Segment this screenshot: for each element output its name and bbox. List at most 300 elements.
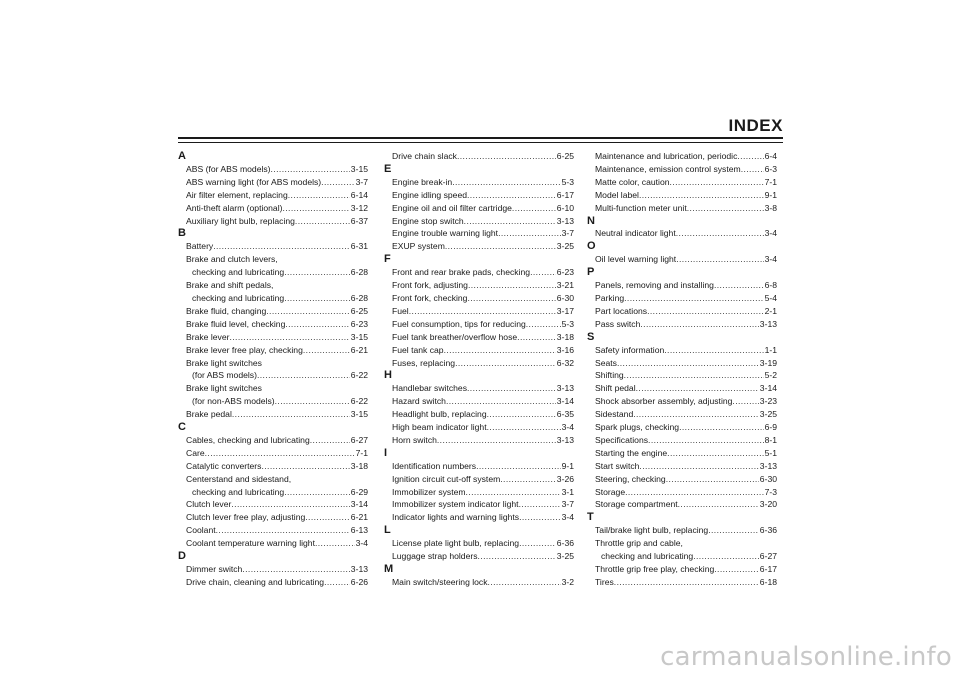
index-entry-text: Front fork, adjusting: [392, 280, 468, 291]
index-entry: [587, 176, 777, 189]
index-entry: [178, 498, 368, 511]
index-letter: B: [178, 227, 186, 240]
index-letter: P: [587, 266, 595, 279]
index-entry-page: 6-36: [556, 538, 574, 549]
index-entry: [587, 421, 777, 434]
index-entry-heading: Brake light switches: [186, 357, 262, 368]
index-entry-page: 7-1: [355, 447, 368, 458]
dot-leader: [488, 576, 561, 589]
dot-leader: [445, 240, 556, 253]
index-entry-text: Spark plugs, checking: [595, 422, 680, 433]
dot-leader: [284, 266, 350, 279]
index-entry-text: Engine break-in: [392, 176, 453, 187]
index-entry-text: checking and lubricating: [192, 486, 285, 497]
index-entry-text: checking and lubricating: [192, 267, 285, 278]
index-entry-text: Tail/brake light bulb, replacing: [595, 525, 709, 536]
index-entry-page: 9-1: [561, 460, 574, 471]
index-entry-page: 3-13: [350, 564, 368, 574]
index-entry-text: Drive chain, cleaning and lubricating: [186, 576, 325, 587]
index-entry-page: 3-12: [350, 202, 368, 213]
dot-leader: [624, 369, 764, 382]
index-entry: [384, 357, 574, 370]
index-entry: [178, 215, 368, 228]
index-letter: H: [384, 369, 392, 382]
index-entry-text: Horn switch: [392, 434, 437, 445]
dot-leader: [282, 202, 349, 215]
dot-leader: [714, 563, 759, 576]
index-entry-page: 9-1: [764, 189, 777, 200]
index-entry-page: 3-13: [759, 460, 777, 471]
index-entry: [178, 511, 368, 524]
dot-leader: [232, 408, 350, 421]
index-entry-page: 6-17: [556, 189, 574, 200]
index-entry-text: Main switch/steering lock: [392, 576, 488, 587]
dot-leader: [678, 498, 759, 511]
dot-leader: [500, 473, 556, 486]
dot-leader: [519, 537, 556, 550]
dot-leader: [444, 344, 556, 357]
index-entry: [384, 240, 574, 253]
index-entry-page: 6-27: [350, 434, 368, 445]
index-entry: [178, 537, 368, 550]
index-entry: [587, 253, 777, 266]
index-entry-text: Steering, checking: [595, 473, 666, 484]
dot-leader: [275, 395, 350, 408]
index-entry: [587, 524, 777, 537]
index-column-1: [178, 150, 368, 589]
index-entry-page: 6-30: [759, 473, 777, 484]
index-entry-text: Engine oil and oil filter cartridge: [392, 202, 512, 213]
index-entry-page: 6-13: [350, 525, 368, 536]
index-entry: [587, 460, 777, 473]
index-entry-page: 6-28: [350, 292, 368, 303]
dot-leader: [457, 150, 556, 163]
index-letter: A: [178, 150, 186, 162]
index-entry-page: 6-9: [764, 422, 777, 433]
index-entry-page: 6-23: [350, 318, 368, 329]
index-entry: [178, 305, 368, 318]
index-entry: [384, 511, 574, 524]
index-entry-heading: Brake light switches: [186, 383, 262, 394]
index-entry-page: 5-3: [561, 318, 574, 329]
index-entry-page: 3-15: [350, 331, 368, 342]
index-entry: [587, 498, 777, 511]
index-entry: [178, 447, 368, 460]
index-entry: [384, 576, 574, 589]
index-entry-page: 3-4: [561, 422, 574, 433]
dot-leader: [288, 189, 350, 202]
index-entry-page: 3-18: [556, 331, 574, 342]
index-entry: [178, 460, 368, 473]
dot-leader: [664, 344, 763, 357]
index-letter: L: [384, 524, 391, 537]
dot-leader: [640, 318, 758, 331]
dot-leader: [708, 524, 759, 537]
index-letter: D: [178, 550, 186, 563]
page-title: INDEX: [728, 116, 783, 135]
index-entry-text: Brake fluid, changing: [186, 305, 267, 316]
index-entry: [384, 215, 574, 228]
index-entry-page: 3-2: [561, 576, 574, 587]
index-entry: [178, 318, 368, 331]
index-entry-text: Engine stop switch: [392, 215, 464, 226]
index-entry-page: 6-23: [556, 267, 574, 278]
index-entry-page: 6-22: [350, 396, 368, 407]
index-entry: [384, 382, 574, 395]
dot-leader: [687, 202, 764, 215]
index-letter: N: [587, 214, 595, 227]
index-entry-text: High beam indicator light: [392, 422, 487, 433]
dot-leader: [519, 511, 561, 524]
dot-leader: [468, 279, 556, 292]
index-entry-text: Brake fluid level, checking: [186, 318, 286, 329]
index-entry-page: 3-13: [556, 383, 574, 394]
index-entry-text: Panels, removing and installing: [595, 280, 714, 291]
dot-leader: [498, 227, 561, 240]
index-entry-page: 6-31: [350, 241, 368, 252]
dot-leader: [321, 176, 354, 189]
index-entry-page: 6-22: [350, 370, 368, 381]
index-entry-page: 8-1: [764, 434, 777, 445]
index-entry-page: 3-25: [556, 551, 574, 562]
index-entry-page: 6-25: [350, 305, 368, 316]
dot-leader: [261, 460, 349, 473]
index-entry: [384, 344, 574, 357]
index-entry: [384, 498, 574, 511]
index-entry-text: Pass switch: [595, 318, 641, 329]
index-entry-heading: Brake and clutch levers,: [186, 254, 278, 265]
index-entry-text: Handlebar switches: [392, 383, 467, 394]
index-entry: [178, 563, 368, 576]
index-entry-page: 6-18: [759, 576, 777, 587]
index-entry-text: Engine idling speed: [392, 189, 468, 200]
dot-leader: [478, 550, 556, 563]
dot-leader: [639, 460, 758, 473]
index-entry: [384, 202, 574, 215]
index-entry: [384, 150, 574, 163]
index-entry-text: License plate light bulb, replacing: [392, 538, 520, 549]
dot-leader: [231, 498, 349, 511]
index-entry-page: 3-4: [561, 512, 574, 523]
index-entry-text: Neutral indicator light: [595, 228, 676, 239]
index-entry: [384, 292, 574, 305]
index-entry-text: Ignition circuit cut-off system: [392, 473, 501, 484]
index-entry-text: checking and lubricating: [192, 292, 285, 303]
index-entry-page: 6-36: [759, 525, 777, 536]
index-entry: [384, 460, 574, 473]
dot-leader: [737, 150, 763, 163]
dot-leader: [467, 292, 555, 305]
index-entry-heading: Centerstand and sidestand,: [186, 473, 292, 484]
dot-leader: [305, 511, 350, 524]
index-letter: O: [587, 240, 596, 253]
dot-leader: [667, 447, 763, 460]
index-entry-page: 3-14: [350, 499, 368, 510]
index-letter: E: [384, 162, 392, 175]
index-entry-text: Brake lever free play, checking: [186, 344, 303, 355]
index-entry-page: 6-25: [556, 151, 574, 161]
index-entry-page: 7-3: [764, 486, 777, 497]
index-entry-text: Fuel tank breather/overflow hose: [392, 331, 518, 342]
index-entry-text: Fuses, replacing: [392, 357, 456, 368]
dot-leader: [617, 357, 759, 370]
dot-leader: [216, 524, 350, 537]
index-entry-text: (for ABS models): [192, 370, 257, 381]
dot-leader: [679, 421, 764, 434]
index-entry-heading: Brake and shift pedals,: [186, 280, 274, 291]
index-entry-text: Luggage strap holders: [392, 551, 478, 562]
title-rule-thick: [178, 137, 783, 139]
dot-leader: [732, 395, 758, 408]
index-letter: I: [384, 446, 388, 459]
index-entry-page: 3-8: [764, 202, 777, 213]
index-entry-text: Care: [186, 447, 205, 458]
index-entry: [587, 344, 777, 357]
dot-leader: [324, 576, 350, 589]
index-entry-page: 3-4: [764, 254, 777, 265]
index-letter: F: [384, 253, 391, 266]
index-entry: [587, 305, 777, 318]
index-entry: [178, 408, 368, 421]
index-entry: [587, 434, 777, 447]
index-entry-text: Front fork, checking: [392, 292, 468, 303]
index-entry: [178, 524, 368, 537]
index-entry-text: Shock absorber assembly, adjusting: [595, 396, 733, 407]
index-entry-text: Shifting: [595, 370, 624, 381]
index-entry-text: Maintenance, emission control system: [595, 163, 741, 174]
index-entry-text: Hazard switch: [392, 396, 446, 407]
index-entry-page: 3-17: [556, 305, 574, 316]
index-entry: [178, 266, 368, 279]
index-entry: [384, 395, 574, 408]
index-entry-page: 6-8: [764, 280, 777, 291]
watermark: carmanualsonline.info: [660, 642, 952, 672]
index-entry-text: Tires: [595, 576, 614, 587]
index-entry-page: 3-19: [759, 357, 777, 368]
index-entry: [178, 163, 368, 176]
index-entry: [384, 421, 574, 434]
index-entry-text: Seats: [595, 357, 617, 368]
index-entry: [587, 447, 777, 460]
dot-leader: [714, 279, 764, 292]
index-entry: [178, 292, 368, 305]
dot-leader: [303, 344, 350, 357]
dot-leader: [693, 550, 759, 563]
dot-leader: [409, 305, 556, 318]
dot-leader: [625, 486, 763, 499]
index-entry-text: Air filter element, replacing: [186, 189, 288, 200]
index-entry-text: Indicator lights and warning lights: [392, 512, 520, 523]
index-entry-page: 3-13: [556, 434, 574, 445]
index-entry: [587, 163, 777, 176]
index-entry-text: Engine trouble warning light: [392, 228, 499, 239]
index-entry-text: Multi-function meter unit: [595, 202, 687, 213]
index-entry-page: 3-25: [556, 241, 574, 252]
dot-leader: [315, 537, 355, 550]
index-entry-page: 1-1: [764, 344, 777, 355]
dot-leader: [271, 163, 350, 176]
index-entry-text: Fuel consumption, tips for reducing: [392, 318, 526, 329]
index-entry: [587, 382, 777, 395]
index-entry: [587, 357, 777, 370]
index-column-3: [587, 150, 777, 589]
index-entry-text: Storage compartment: [595, 499, 678, 510]
index-entry: [384, 331, 574, 344]
index-entry-page: 6-26: [350, 576, 368, 587]
index-entry-page: 3-15: [350, 163, 368, 174]
dot-leader: [266, 305, 350, 318]
index-entry: [587, 563, 777, 576]
index-entry: [587, 486, 777, 499]
index-entry-page: 3-14: [759, 383, 777, 394]
dot-leader: [257, 369, 350, 382]
index-entry: [587, 150, 777, 163]
index-entry-text: Headlight bulb, replacing: [392, 409, 487, 420]
index-entry-text: Anti-theft alarm (optional): [186, 202, 283, 213]
index-entry-page: 3-16: [556, 344, 574, 355]
index-entry: [384, 189, 574, 202]
index-entry-page: 6-32: [556, 357, 574, 368]
dot-leader: [476, 460, 561, 473]
dot-leader: [670, 176, 764, 189]
dot-leader: [487, 421, 561, 434]
index-entry: [587, 576, 777, 589]
index-entry-text: Clutch lever free play, adjusting: [186, 512, 306, 523]
index-entry: [587, 189, 777, 202]
index-entry-text: Coolant: [186, 525, 216, 536]
dot-leader: [639, 189, 764, 202]
index-letter: T: [587, 511, 594, 524]
index-entry-page: 5-1: [764, 447, 777, 458]
index-entry: [384, 486, 574, 499]
index-entry-text: EXUP system: [392, 241, 445, 252]
index-entry: [587, 318, 777, 331]
index-entry: [587, 279, 777, 292]
index-entry: [384, 434, 574, 447]
index-entry-page: 3-14: [556, 396, 574, 407]
index-entry: [384, 279, 574, 292]
dot-leader: [648, 434, 764, 447]
index-entry-page: 6-10: [556, 202, 574, 213]
index-entry: [587, 395, 777, 408]
index-entry-text: Safety information: [595, 344, 665, 355]
index-entry-text: Maintenance and lubrication, periodic: [595, 151, 738, 161]
index-entry-page: 6-27: [759, 551, 777, 562]
index-entry-page: 3-23: [759, 396, 777, 407]
dot-leader: [229, 331, 349, 344]
index-entry-page: 6-37: [350, 215, 368, 226]
index-entry-text: Model label: [595, 189, 639, 200]
index-entry-text: Fuel tank cap: [392, 344, 444, 355]
index-entry-page: 3-13: [759, 318, 777, 329]
index-entry-page: 5-3: [561, 176, 574, 187]
index-entry-page: 2-1: [764, 305, 777, 316]
dot-leader: [519, 498, 561, 511]
index-entry-text: Battery: [186, 241, 214, 252]
index-entry: [178, 434, 368, 447]
dot-leader: [285, 318, 349, 331]
dot-leader: [676, 227, 764, 240]
index-entry-text: checking and lubricating: [601, 551, 694, 562]
index-entry-text: ABS warning light (for ABS models): [186, 176, 322, 187]
index-entry-page: 3-25: [759, 409, 777, 420]
title-rule-thin: [178, 142, 783, 143]
index-entry: [178, 176, 368, 189]
index-entry-text: Part locations: [595, 305, 648, 316]
index-entry-page: 7-1: [764, 176, 777, 187]
index-entry-page: 3-1: [561, 486, 574, 497]
dot-leader: [446, 395, 556, 408]
index-entry: [178, 395, 368, 408]
index-column-2: [384, 150, 574, 589]
dot-leader: [467, 382, 556, 395]
index-entry: [384, 473, 574, 486]
index-entry-page: 3-21: [556, 280, 574, 291]
index-entry: [587, 550, 777, 563]
dot-leader: [487, 408, 556, 421]
index-entry: [178, 202, 368, 215]
index-entry-text: Catalytic converters: [186, 460, 262, 471]
index-entry: [178, 486, 368, 499]
index-entry: [178, 331, 368, 344]
dot-leader: [614, 576, 759, 589]
dot-leader: [647, 305, 764, 318]
index-entry: [178, 369, 368, 382]
index-entry: [178, 576, 368, 589]
index-entry-page: 3-13: [556, 215, 574, 226]
index-entry-page: 5-2: [764, 370, 777, 381]
index-entry: [384, 266, 574, 279]
index-entry: [587, 202, 777, 215]
index-entry: [587, 292, 777, 305]
index-entry-text: Fuel: [392, 305, 409, 316]
index-entry-page: 3-4: [764, 228, 777, 239]
dot-leader: [517, 331, 556, 344]
dot-leader: [242, 563, 349, 576]
index-entry-page: 3-7: [355, 176, 368, 187]
index-entry-heading: Throttle grip and cable,: [595, 538, 683, 549]
index-entry-text: Parking: [595, 292, 625, 303]
index-entry-page: 6-30: [556, 292, 574, 303]
index-entry-text: Dimmer switch: [186, 564, 243, 574]
index-entry-page: 6-14: [350, 189, 368, 200]
index-entry-text: Shift pedal: [595, 383, 636, 394]
dot-leader: [295, 215, 350, 228]
index-entry: [384, 318, 574, 331]
index-entry-text: Auxiliary light bulb, replacing: [186, 215, 295, 226]
index-entry: [178, 189, 368, 202]
dot-leader: [464, 215, 556, 228]
index-entry-page: 6-21: [350, 512, 368, 523]
dot-leader: [512, 202, 556, 215]
index-entry-text: ABS (for ABS models): [186, 163, 271, 174]
dot-leader: [466, 486, 561, 499]
index-entry-text: Clutch lever: [186, 499, 232, 510]
index-entry-text: (for non-ABS models): [192, 396, 275, 407]
index-entry: [587, 369, 777, 382]
index-entry-text: Throttle grip free play, checking: [595, 564, 715, 574]
index-entry-page: 6-21: [350, 344, 368, 355]
index-entry: [587, 408, 777, 421]
dot-leader: [467, 189, 556, 202]
index-entry-text: Brake lever: [186, 331, 230, 342]
index-entry-page: 3-20: [759, 499, 777, 510]
dot-leader: [624, 292, 763, 305]
dot-leader: [666, 473, 759, 486]
dot-leader: [633, 408, 759, 421]
index-entry-text: Start switch: [595, 460, 640, 471]
index-entry-text: Specifications: [595, 434, 649, 445]
